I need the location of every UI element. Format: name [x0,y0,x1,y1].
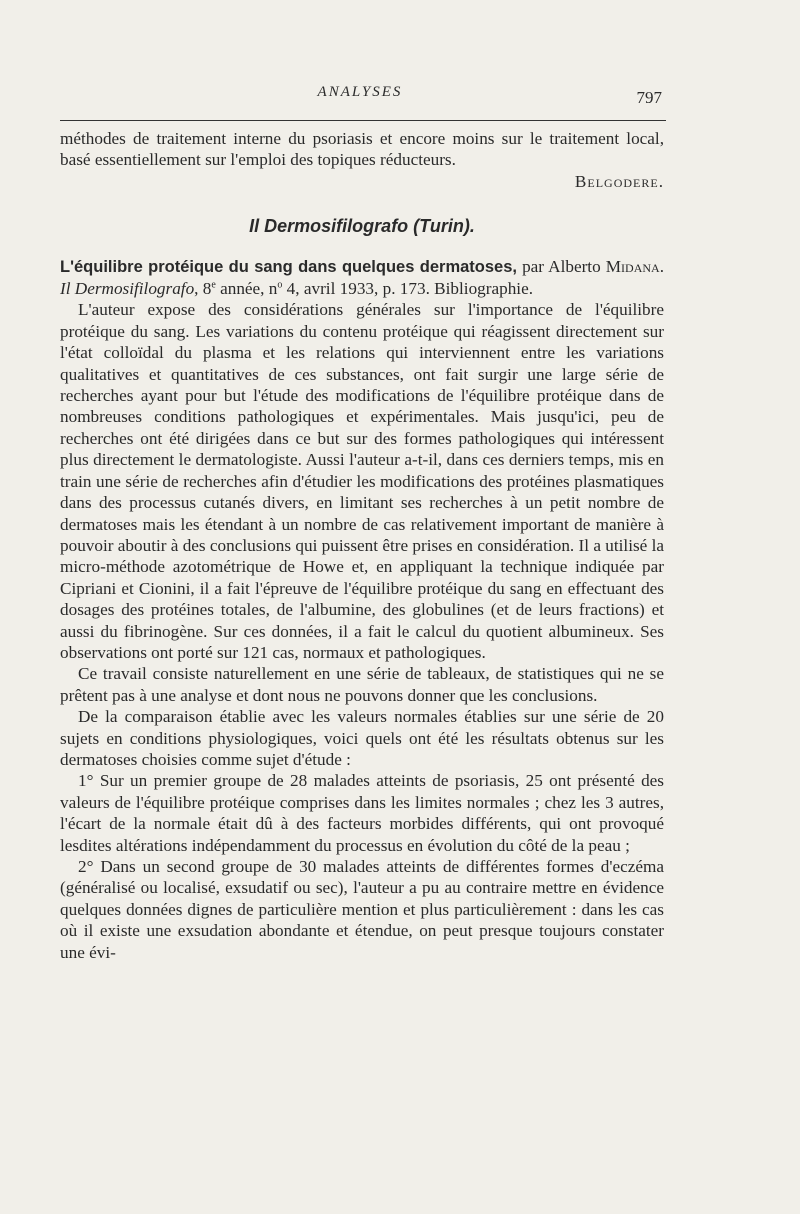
article-heading [60,256,664,300]
reviewer-signature: Belgodere. [574,171,664,191]
byline-prefix: par Alberto [517,256,606,276]
continuation-paragraph: méthodes de traitement interne du psoriasis et encore moins sur le traitement local, basé essentiellement sur l'emploi des topiques réducteurs. [60,129,664,170]
byline-separator: . [659,256,665,276]
header-rule [60,120,666,121]
page-number: 797 [636,88,662,107]
running-head: ANALYSES [317,84,403,100]
author-surname: Midana [605,256,660,276]
article-paragraph: De la comparaison établie avec les valeurs normales établies sur une série de 20 sujets en conditions physiologiques, voici quels ont été les résultats obtenus sur les dermatoses choisies comme sujet d'étude : [60,707,664,769]
article-paragraph: 1° Sur un premier groupe de 28 malades atteints de psoriasis, 25 ont présenté des valeurs de l'équilibre protéique comprises dans les limites normales ; chez les 3 autres, l'écart de la normale était dû à des facteurs morbides différents, qui ont provoqué lesdites altérations indépendamment du processus en évolution du côté de la peau ; [60,771,664,855]
citation-part-a: , 8 [194,279,212,299]
article-paragraph: 2° Dans un second groupe de 30 malades atteints de différentes formes d'eczéma (généralisé ou localisé, exsudatif ou sec), l'auteur a pu au contraire mettre en évidence quelques données dignes de particulière mention et plus particulièrement : dans les cas où il existe une exsudation abondante et étendue, on peut presque toujours constater une évi- [60,857,664,962]
citation-superscript-a: e [211,279,216,291]
journal-section-title: Il Dermosifilografo (Turin). [249,216,475,237]
article-title: L'équilibre protéique du sang dans quelques dermatoses, [60,257,517,276]
citation-part-b: année, n [215,279,278,299]
citation-part-c: 4, avril 1933, p. 173. Bibliographie. [282,279,533,299]
citation-superscript-b: o [277,279,283,291]
page-body [60,128,664,963]
journal-reference: Il Dermosifilografo [60,279,195,299]
article-paragraph: L'auteur expose des considérations générales sur l'importance de l'équilibre protéique du sang. Les variations du contenu protéique qui réagissent directement sur l'état colloïdal du plasma et les relations qui interviennent entre les variations qualitatives et quantitatives de ces substances, ont fait surgir une large série de recherches ayant pour but l'étude des modifications de l'équilibre protéique dans de nombreuses conditions pathologiques et expérimentales. Mais jusqu'ici, peu de recherches ont été dirigées dans ce but sur des formes pathologiques qui intéressent plus directement le dermatologiste. Aussi l'auteur a-t-il, dans ces derniers temps, mis en train une série de recherches afin d'étudier les modifications des protéines plasmatiques dans des processus cutanés divers, en limitant ses recherches à un petit nombre de dermatoses mais les étendant à un nombre de cas relativement important de manière à pouvoir aboutir à des conclusions qui puissent être prises en considération. Il a utilisé la micro-méthode azotométrique de Howe et, en appliquant la technique indiquée par Cipriani et Cionini, il a fait l'épreuve de l'équilibre protéique du sang en effectuant des dosages des protéines totales, de l'albumine, des globulines (et de leurs fractions) et aussi du fibrinogène. Sur ces données, il a fait le calcul du quotient albumineux. Ses observations ont porté sur 121 cas, normaux et pathologiques. [60,300,664,662]
article-paragraph: Ce travail consiste naturellement en une série de tableaux, de statistiques qui ne se prêtent pas à une analyse et dont nous ne pouvons donner que les conclusions. [60,664,664,705]
